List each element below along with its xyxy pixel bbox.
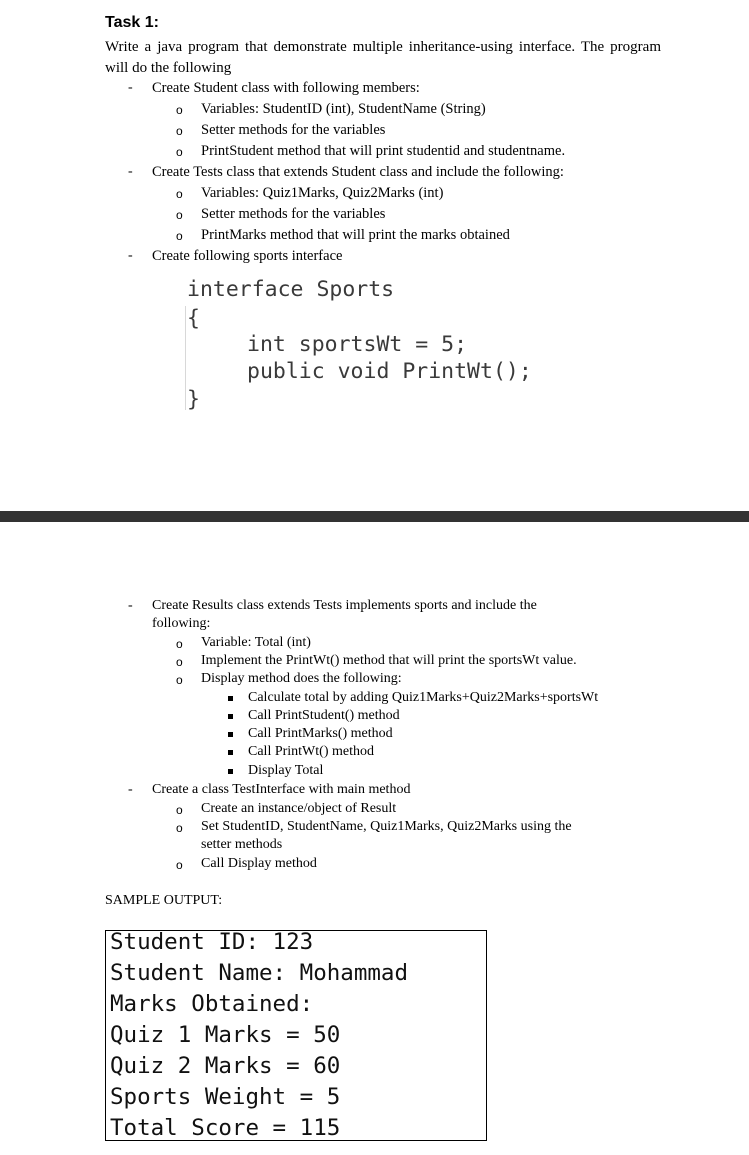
circle-bullet: o	[176, 208, 183, 222]
output-line: Quiz 1 Marks = 50	[110, 1022, 341, 1048]
square-bullet	[228, 714, 233, 719]
output-line: Quiz 2 Marks = 60	[110, 1053, 341, 1079]
test-interface-item: Set StudentID, StudentName, Quiz1Marks, Quiz2Marks using the	[201, 819, 572, 834]
code-gutter-line	[185, 306, 186, 410]
output-line: Total Score = 115	[110, 1115, 341, 1141]
circle-bullet: o	[176, 673, 183, 687]
dash-bullet: -	[128, 598, 133, 613]
results-item: Implement the PrintWt() method that will print the sportsWt value.	[201, 653, 577, 668]
circle-bullet: o	[176, 145, 183, 159]
task-title: Task 1:	[105, 14, 159, 31]
test-interface-heading: Create a class TestInterface with main method	[152, 782, 411, 797]
tests-item: PrintMarks method that will print the marks obtained	[201, 227, 510, 243]
square-bullet	[228, 732, 233, 737]
dash-bullet: -	[128, 782, 133, 797]
results-item: Display method does the following:	[201, 671, 402, 686]
student-class-heading: Create Student class with following members:	[152, 80, 420, 96]
display-step: Call PrintMarks() method	[248, 726, 393, 741]
tests-class-heading: Create Tests class that extends Student class and include the following:	[152, 164, 564, 180]
tests-item: Setter methods for the variables	[201, 206, 386, 222]
circle-bullet: o	[176, 803, 183, 817]
code-line: int sportsWt = 5;	[247, 332, 468, 357]
display-step: Call PrintWt() method	[248, 744, 374, 759]
results-item: Variable: Total (int)	[201, 635, 311, 650]
results-class-heading: Create Results class extends Tests implements sports and include the	[152, 598, 537, 613]
circle-bullet: o	[176, 124, 183, 138]
circle-bullet: o	[176, 229, 183, 243]
circle-bullet: o	[176, 187, 183, 201]
code-line: {	[187, 306, 200, 331]
circle-bullet: o	[176, 655, 183, 669]
output-line: Marks Obtained:	[110, 991, 314, 1017]
page-divider	[0, 511, 749, 522]
square-bullet	[228, 696, 233, 701]
student-item: Setter methods for the variables	[201, 122, 386, 138]
display-step: Display Total	[248, 763, 324, 778]
sports-interface-heading: Create following sports interface	[152, 248, 343, 264]
dash-bullet: -	[128, 164, 133, 179]
dash-bullet: -	[128, 248, 133, 263]
results-class-heading-cont: following:	[152, 616, 211, 631]
code-line: public void PrintWt();	[247, 359, 532, 384]
test-interface-item: Create an instance/object of Result	[201, 801, 397, 816]
square-bullet	[228, 769, 233, 774]
square-bullet	[228, 750, 233, 755]
test-interface-item-cont: setter methods	[201, 837, 283, 852]
sample-output-label: SAMPLE OUTPUT:	[105, 893, 223, 908]
display-step: Call PrintStudent() method	[248, 708, 400, 723]
test-interface-item: Call Display method	[201, 856, 317, 871]
task-intro: Write a java program that demonstrate multiple inheritance-using interface. The program will do the following	[105, 39, 661, 76]
output-line: Sports Weight = 5	[110, 1084, 341, 1110]
output-line: Student ID: 123	[110, 929, 314, 955]
circle-bullet: o	[176, 103, 183, 117]
circle-bullet: o	[176, 858, 183, 872]
display-step: Calculate total by adding Quiz1Marks+Quiz2Marks+sportsWt	[248, 690, 599, 705]
output-line: Student Name: Mohammad	[110, 960, 409, 986]
tests-item: Variables: Quiz1Marks, Quiz2Marks (int)	[201, 185, 444, 201]
student-item: PrintStudent method that will print studentid and studentname.	[201, 143, 566, 159]
circle-bullet: o	[176, 821, 183, 835]
dash-bullet: -	[128, 80, 133, 95]
code-line: interface Sports	[187, 277, 395, 302]
code-line: }	[187, 387, 200, 412]
circle-bullet: o	[176, 637, 183, 651]
student-item: Variables: StudentID (int), StudentName (String)	[201, 101, 486, 117]
